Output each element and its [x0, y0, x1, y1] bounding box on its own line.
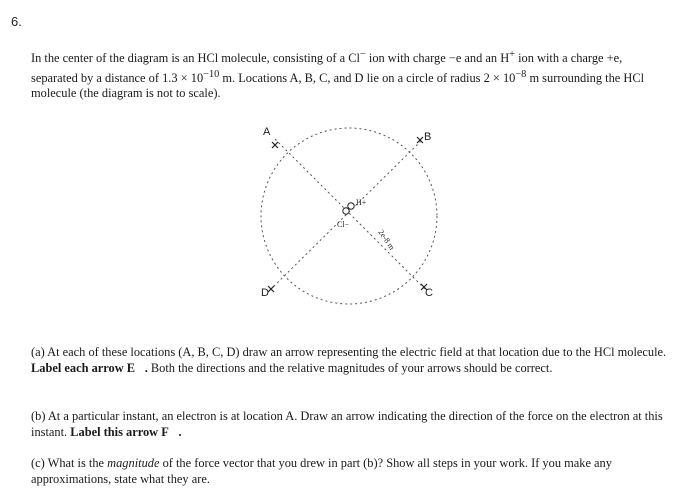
- label-cl-ion: Cl−: [337, 220, 350, 229]
- part-b-bold: Label this arrow F⃗.: [70, 424, 182, 439]
- label-b: B: [424, 131, 432, 143]
- intro-text-5: m surrounding the HCl molecule (the diagram is not to scale).: [31, 70, 645, 101]
- part-a-text-2: Both the directions and the relative magnitudes of your arrows should be correct.: [147, 360, 553, 375]
- question-number: 6.: [11, 14, 22, 29]
- label-a: A: [263, 126, 271, 138]
- dashed-circle: [261, 128, 437, 304]
- part-a-text-1: (a) At each of these locations (A, B, C, D) draw an arrow representing the electric field at that location due to the HCl molecule.: [31, 345, 667, 359]
- part-c-italic: magnitude: [107, 456, 160, 470]
- part-c-text-2: of the force vector that you drew in part (b)? Show all steps in your work. If you make any approximations, state what they are.: [31, 456, 612, 486]
- diagonal-b-d: [271, 141, 421, 289]
- radius-label: 2e-8 m: [376, 227, 397, 252]
- label-d: D: [261, 287, 269, 299]
- part-c-text-1: (c) What is the: [31, 456, 108, 470]
- intro-sup-3: −10: [203, 68, 220, 80]
- marker-a: [272, 142, 278, 148]
- label-h-ion: H+: [356, 198, 367, 207]
- h-ion-circle: [348, 203, 354, 209]
- part-b-text-1: (b) At a particular instant, an electron is at location A. Draw an arrow indicating the direction of the force on the electron at this instant.: [31, 409, 663, 439]
- intro-sup-4: −8: [515, 68, 527, 80]
- intro-text-1: In the center of the diagram is an HCl molecule, consisting of a Cl: [31, 51, 360, 66]
- cl-ion-circle: [343, 208, 349, 214]
- part-a-bold: Label each arrow E⃗.: [31, 360, 148, 375]
- label-c: C: [425, 287, 433, 299]
- diagonal-a-c: [275, 139, 426, 290]
- intro-sup-2: +: [509, 49, 515, 60]
- intro-text-4: m. Locations A, B, C, and D lie on a circle of radius 2 × 10: [219, 70, 516, 85]
- part-a-paragraph: [31, 345, 671, 376]
- intro-text-3: ion with a charge +e, separated by a distance of 1.3 × 10: [31, 51, 623, 85]
- intro-sup-1: −: [359, 49, 366, 60]
- part-c-paragraph: [31, 456, 671, 487]
- intro-text-2: ion with charge −e and an H: [365, 51, 510, 66]
- part-b-paragraph: [31, 409, 671, 440]
